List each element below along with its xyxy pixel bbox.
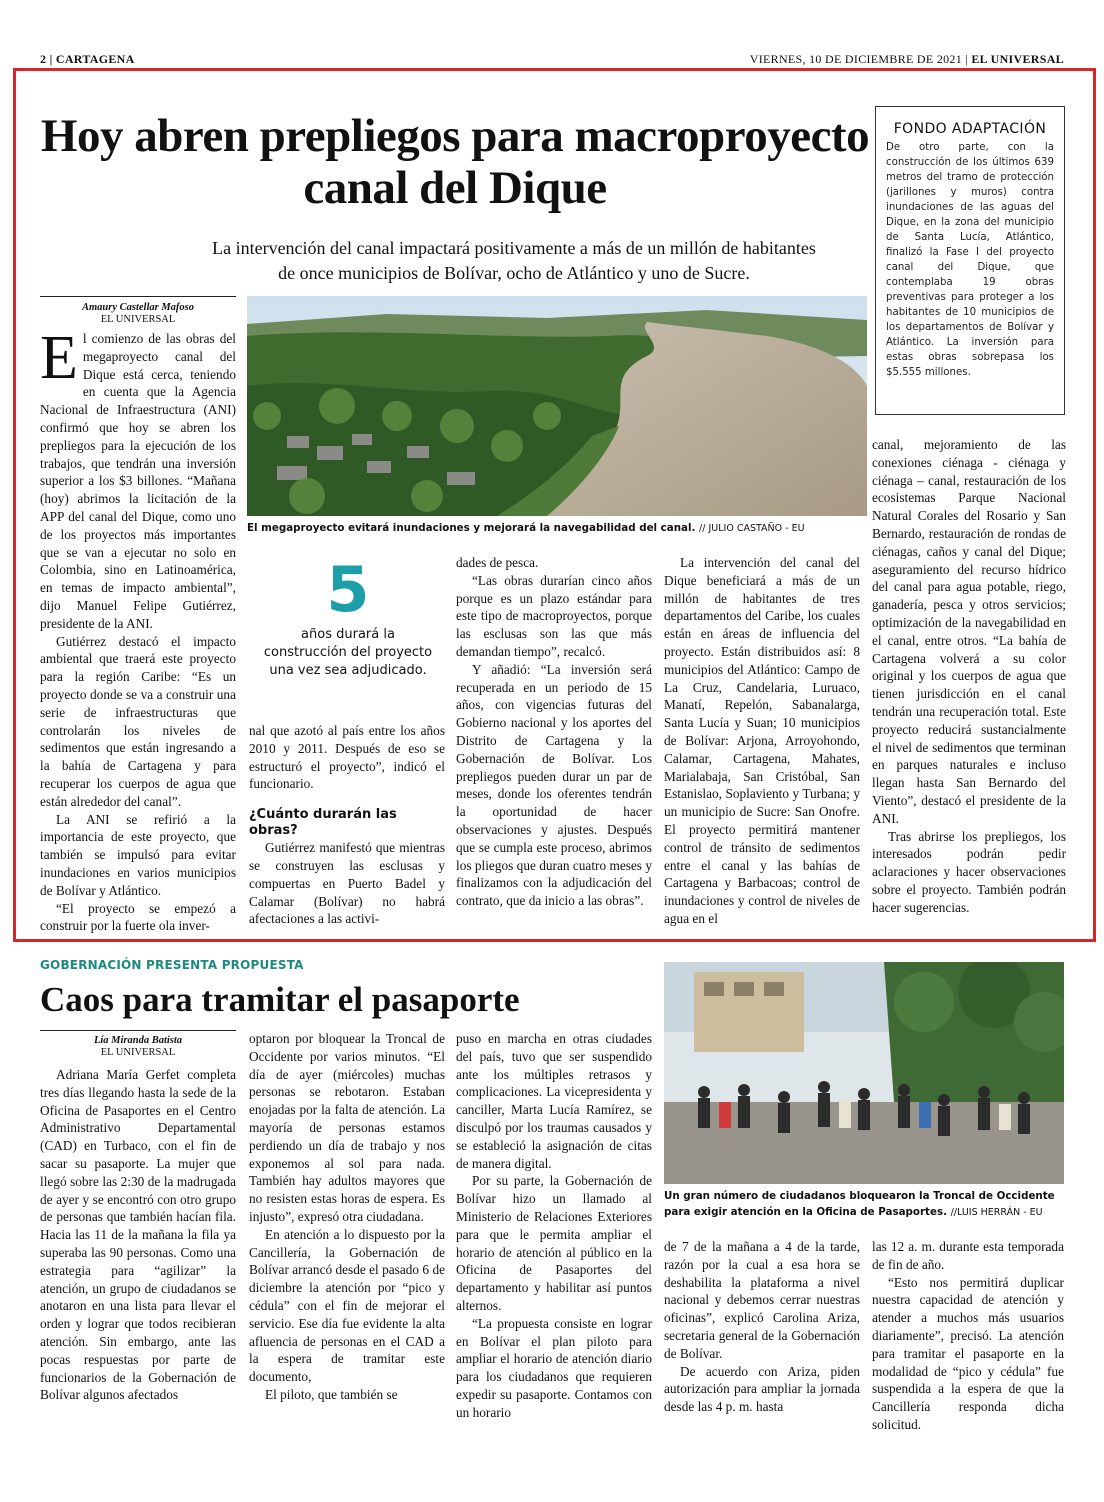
section-name: CARTAGENA (55, 52, 135, 66)
page-number: 2 (40, 52, 47, 66)
second-photo-caption: Un gran número de ciudadanos bloquearon la Troncal de Occidente para exigir atención en la Oficina de Pasaportes. //LUIS HERRÁN - EU (664, 1190, 1055, 1218)
subheading: ¿Cuánto durarán las obras? (249, 807, 397, 839)
main-column-4: La intervención del canal del Dique beneficiará a más de un millón de habitantes de tres departamentos del Caribe, los cuales están en áreas de influencia del proyecto. Están distribuidos así: 8 municipios del Atlántico: Campo de La Cruz, Candelaria, Luruaco, Manatí, Repelón, Sabanalarga, Santa Lucía y Suan; 10 municipios de Bolívar: Arjona, Arroyohondo, Calamar, Cartagena, Mahates, Marialabaja, San Cristóbal, San Estanislao, Soplaviento y Turbana; y un municipio de Sucre: San Onofre. El proyecto permitirá mantener control de tránsito de sedimentos entre el canal y las bahías de Cartagena y Barbacoas; control de inundaciones y control de niveles de agua en el (664, 555, 860, 926)
running-header: 2 | CARTAGENA VIERNES, 10 DE DICIEMBRE DE 2021 | EL UNIVERSAL (40, 52, 1064, 66)
paper-name: EL UNIVERSAL (971, 52, 1064, 66)
byline-rule (40, 1030, 236, 1031)
photo-credit: // JULIO CASTAÑO - EU (699, 523, 805, 534)
main-column-2: nal que azotó al país entre los años 2010 y 2011. Después de eso se estructuró el proyecto”, indicó el funcionario. ¿Cuánto durarán las obras? Gutiérrez manifestó que mientras se construyen las esclusas y compuertas en Puerto Badel y Calamar (Bolívar) no habrá afectaciones a las activi- (249, 723, 445, 927)
main-byline (40, 302, 236, 326)
photo-credit: //LUIS HERRÁN - EU (950, 1207, 1043, 1218)
big-number: 5 (326, 553, 370, 626)
second-headline: Caos para tramitar el pasaporte (40, 980, 520, 1019)
second-kicker: GOBERNACIÓN PRESENTA PROPUESTA (40, 958, 304, 972)
canal-river-image (247, 296, 867, 516)
main-headline: Hoy abren prepliegos para macroproyecto canal del Dique (40, 110, 870, 214)
byline-name: Amaury Castellar Mafoso (81, 302, 194, 313)
sidebar-body: De otro parte, con la construcción de los últimos 639 metros del tramo de protección (jarillones y muros) contra inundaciones de las aguas del Dique, en la zona del municipio de Santa Lucía, Atlántico, finalizó la Fase I del proyecto canal del Dique, que contemplaba 19 obras preventivas para proteger a los habitantes de 10 municipios de los departamentos de Bolívar y Atlántico. La inversión para estas obras sobrepasa los $5.555 millones. (886, 142, 1054, 378)
second-column-4: de 7 de la mañana a 4 de la tarde, razón por la cual a esa hora se deshabilita la plataforma a nivel nacional y debemos cerrar nuestras oficinas”, explicó Carolina Ariza, secretaria general de la Gobernación de Bolívar. De acuerdo con Ariza, piden autorización para ampliar la jornada desde las 4 p. m. hasta (664, 1239, 860, 1415)
main-photo-caption: El megaproyecto evitará inundaciones y mejorará la navegabilidad del canal. // JULIO CASTAÑO - EU (247, 522, 805, 534)
big-number-callout (258, 553, 438, 680)
canal-photo (247, 296, 867, 516)
drop-cap: E (40, 324, 78, 392)
sidebar-title: FONDO ADAPTACIÓN (893, 121, 1047, 137)
issue-date: VIERNES, 10 DE DICIEMBRE DE 2021 (749, 52, 963, 66)
second-column-1: Adriana María Gerfet completa tres días llegando hasta la sede de la Oficina de Pasaportes en el Centro Administrativo Departamental (CAD) en Turbaco, con el fin de sacar su pasaporte. La mujer que llegó sobre las 2:30 de la madrugada de ayer y se encontró con otro grupo de personas que también hacían fila. Hacia las 11 de la mañana la fila ya superaba las 90 personas. Como una estrategia para “agilizar” la atención, un grupo de ciudadanos se anotaron en una lista para llevar el orden y lograr que todos recibieran atención. Sin embargo, ante las pocas respuestas por parte de funcionarios de la Gobernación de Bolívar algunos afectados (40, 1067, 236, 1403)
second-column-3: puso en marcha en otras ciudades del país, tuvo que ser suspendido ante los múltiples retrasos y complicaciones. La vicepresidenta y canciller, Marta Lucía Ramírez, se disculpó por los traumas causados y se estableció la asignación de citas de manera digital. Por su parte, la Gobernación de Bolívar hizo un llamado al Ministerio de Relaciones Exteriores para que le permita ampliar el horario de atención al público en la Oficina de Pasaportes del departamento y habilitar así puntos alternos. “La propuesta consiste en lograr en Bolívar el plan piloto para ampliar el horario de atención diario para los ciudadanos que requieren expedir su pasaporte. Contamos con un horario (456, 1031, 652, 1420)
byline-outlet: EL UNIVERSAL (100, 1047, 176, 1058)
second-byline (40, 1035, 236, 1059)
protest-crowd-image (664, 962, 1064, 1184)
fondo-adaptacion-sidebar (875, 106, 1065, 415)
main-column-1: El comienzo de las obras del megaproyecto canal del Dique está cerca, teniendo en cuenta que la Agencia Nacional de Infraestructura (ANI) confirmó que hoy se abren los prepliegos para la ejecución de los trabajos, que tendrán una inversión superior a los $3 billones. “Mañana (hoy) abrimos la licitación de la APP del canal del Dique, como uno de los proyectos más importantes que se van a ejecutar no solo en Colombia, sino en Latinoamérica, en temas de impacto ambiental”, dijo Manuel Felipe Gutiérrez, presidente de la ANI. Gutiérrez destacó el impacto ambiental que traerá este proyecto para la región Caribe: “Es un proyecto donde se va a construir una serie de infraestructuras que controlarán los niveles de sedimentos que están ingresando a la bahía de Cartagena y para recuperar los cuerpos de agua que están alrededor del canal”. La ANI se refirió a la importancia de este proyecto, que también se impulsó para evitar inundaciones en varios municipios de Bolívar y Atlántico. “El proyecto se empezó a construir por la fuerte ola inver- (40, 324, 236, 934)
main-column-5: canal, mejoramiento de las conexiones ciénaga - ciénaga y ciénaga – canal, restauración de los ecosistemas Parque Nacional Natural Corales del Rosario y San Bernardo, restauración de rondas de ciénagas, caños y canal del Dique; aseguramiento del recurso hídrico del canal para agua potable, riego, ganadería, pesca y otros servicios; optimización de la navegabilidad en el canal, entre otros. “La bahía de Cartagena volverá a su color original y los cuerpos de agua que tienen jurisdicción en el canal tendrán una recuperación total. Este proyecto reducirá sustancialmente el nivel de sedimentos que terminan en parques naturales e incluso llegan hasta San Bernardo del Viento”, destacó el presidente de la ANI. Tras abrirse los prepliegos, los interesados podrán pedir aclaraciones y hacer observaciones sobre el proyecto. También podrán hacer sugerencias. (872, 437, 1066, 915)
protest-photo (664, 962, 1064, 1184)
main-deck: La intervención del canal impactará positivamente a más de un millón de habitantes de once municipios de Bolívar, ocho de Atlántico y uno de Sucre. (212, 238, 816, 283)
byline-outlet: EL UNIVERSAL (100, 314, 176, 325)
big-number-text: años durará la construcción del proyecto una vez sea adjudicado. (263, 627, 433, 678)
byline-rule (40, 296, 236, 297)
main-column-3: dades de pesca. “Las obras durarían cinco años porque es un plazo estándar para este tipo de macroproyectos, porque las esclusas son las que más demandan tiempo”, recalcó. Y añadió: “La inversión será recuperada en un periodo de 15 años, con vigencias futuras del Gobierno nacional y los aportes del Distrito de Cartagena y la Gobernación de Bolívar. Los prepliegos pueden durar un par de meses, donde los oferentes tendrán la oportunidad de hacer observaciones y ajustes. Después que se cumpla este proceso, abrimos los pliegos que duran cuatro meses y finalizamos con la adjudicación del contrato, que da inicio a las obras”. (456, 555, 652, 909)
second-column-2: optaron por bloquear la Troncal de Occidente por varios minutos. “El día de ayer (miércoles) muchas personas se rebotaron. Estaban enojadas por la falta de atención. La mayoría de personas estamos perdiendo un día de trabajo y nos exponemos al sol para nada. También hay adultos mayores que no resisten estas horas de espera. Es injusto”, expresó otra ciudadana. En atención a lo dispuesto por la Cancillería, la Gobernación de Bolívar arrancó desde el pasado 6 de diciembre la atención por “pico y cédula” con el fin de mejorar el servicio. Ese día fue evidente la alta afluencia de personas en el CAD a la espera de tramitar este documento, El piloto, que también se (249, 1031, 445, 1402)
byline-name: Lía Miranda Batista (93, 1035, 183, 1046)
second-column-5: las 12 a. m. durante esta temporada de fin de año. “Esto nos permitirá duplicar nuestra capacidad de atención y atender a muchos más usuarios diariamente”, precisó. La atención para tramitar el pasaporte en la modalidad de “pico y cédula” fue suspendida a la espera de que la Cancillería responda dicha solicitud. (872, 1239, 1064, 1432)
